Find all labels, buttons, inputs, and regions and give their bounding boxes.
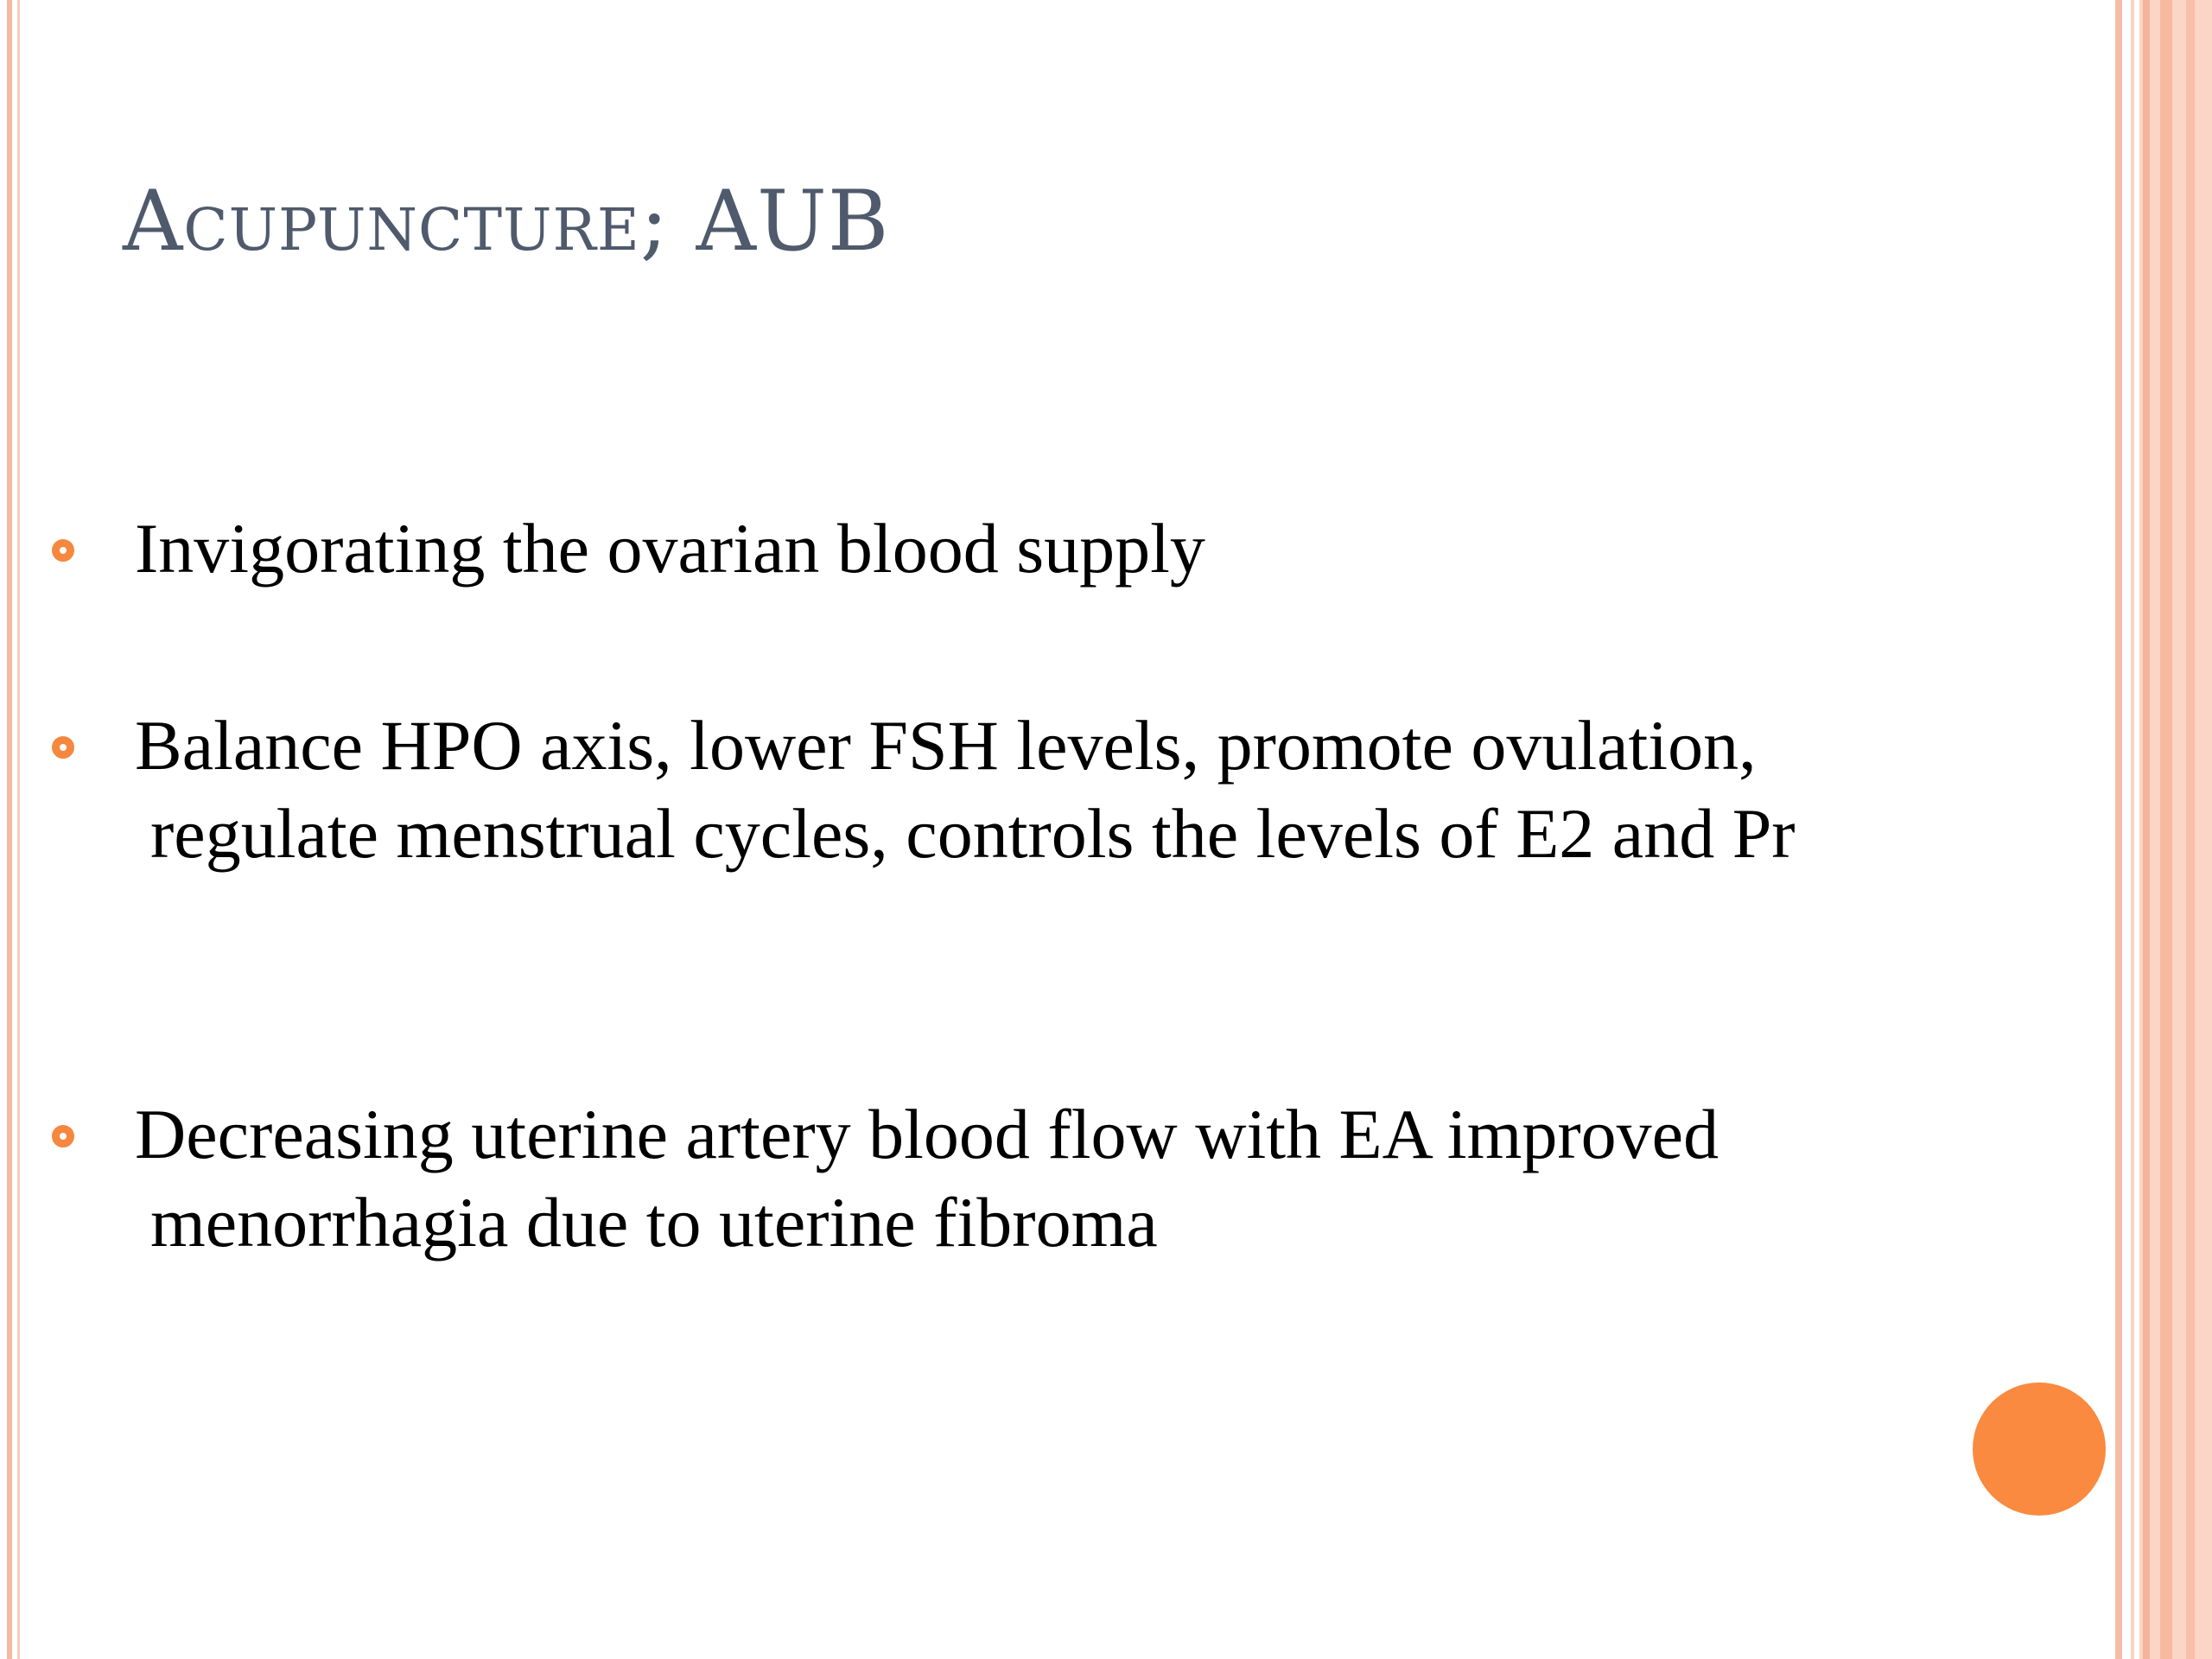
orange-circle-icon bbox=[1973, 1382, 2106, 1516]
right-band-stripe bbox=[2186, 0, 2195, 1659]
right-band-stripe bbox=[2160, 0, 2172, 1659]
hollow-circle-bullet-icon bbox=[52, 539, 74, 562]
right-border-band bbox=[2139, 0, 2212, 1659]
right-border-line-thin bbox=[2131, 0, 2134, 1659]
bullet-text: Balance HPO axis, lower FSH levels, promote ovulation, regulate menstrual cycles, controls the levels of E2 and Pr bbox=[135, 706, 1796, 873]
right-band-stripe bbox=[2143, 0, 2150, 1659]
hollow-circle-bullet-icon bbox=[52, 736, 74, 759]
bullet-text: Invigorating the ovarian blood supply bbox=[135, 509, 1205, 588]
right-border-line bbox=[2115, 0, 2122, 1659]
bullet-text: Decreasing uterine artery blood flow with EA improved menorrhagia due to uterine fibroma bbox=[135, 1095, 1719, 1262]
hollow-circle-bullet-icon bbox=[52, 1125, 74, 1147]
slide-title: Acupuncture; AUB bbox=[123, 173, 890, 270]
